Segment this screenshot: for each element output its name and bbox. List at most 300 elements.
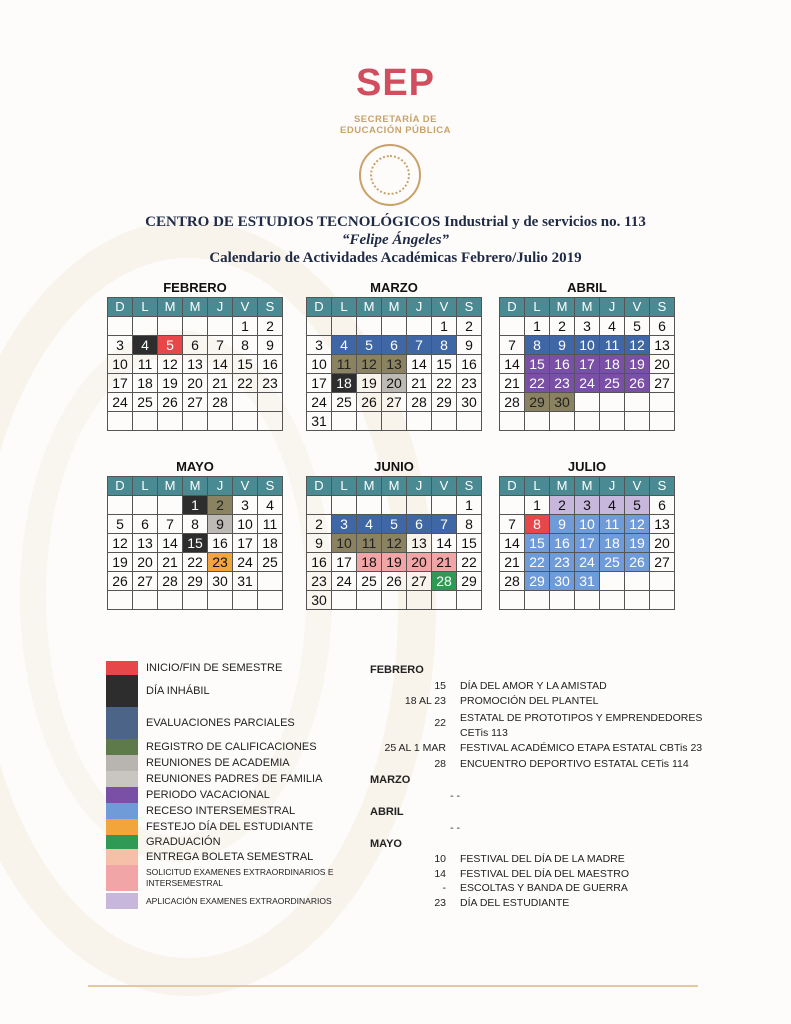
institution-name: “Felipe Ángeles” bbox=[341, 232, 450, 248]
day-cell: 1 bbox=[525, 317, 550, 336]
weekday-header: J bbox=[600, 298, 625, 317]
legend-label: RECESO INTERSEMESTRAL bbox=[146, 805, 296, 817]
empty-day-cell bbox=[650, 591, 675, 610]
day-cell: 26 bbox=[357, 393, 382, 412]
day-cell: 18 bbox=[600, 534, 625, 553]
empty-day-cell bbox=[550, 412, 575, 431]
day-cell: 20 bbox=[133, 553, 158, 572]
weekday-header: M bbox=[382, 477, 407, 496]
day-cell: 30 bbox=[208, 572, 233, 591]
day-cell: 11 bbox=[332, 355, 357, 374]
day-cell: 4 bbox=[600, 317, 625, 336]
sep-logo: SEP bbox=[355, 62, 436, 104]
day-cell: 28 bbox=[500, 572, 525, 591]
legend-label: ENTREGA BOLETA SEMESTRAL bbox=[146, 851, 314, 863]
institution-title: CENTRO DE ESTUDIOS TECNOLÓGICOS Industrial y de servicios no. 113 bbox=[145, 214, 646, 230]
legend-item bbox=[106, 893, 332, 909]
empty-day-cell bbox=[432, 496, 457, 515]
weekday-header: S bbox=[650, 477, 675, 496]
day-cell: 30 bbox=[550, 572, 575, 591]
weekday-header: D bbox=[108, 298, 133, 317]
empty-day-cell bbox=[183, 591, 208, 610]
weekday-header: M bbox=[183, 298, 208, 317]
day-cell: 8 bbox=[183, 515, 208, 534]
day-cell: 5 bbox=[625, 496, 650, 515]
day-cell: 5 bbox=[382, 515, 407, 534]
day-cell: 2 bbox=[550, 317, 575, 336]
day-cell: 31 bbox=[233, 572, 258, 591]
empty-day-cell bbox=[357, 412, 382, 431]
weekday-header: D bbox=[500, 298, 525, 317]
day-cell: 9 bbox=[258, 336, 283, 355]
day-cell: 26 bbox=[382, 572, 407, 591]
day-cell: 20 bbox=[183, 374, 208, 393]
empty-day-cell bbox=[108, 412, 133, 431]
weekday-header: M bbox=[183, 477, 208, 496]
calendar-abril bbox=[499, 279, 675, 431]
day-cell: 7 bbox=[158, 515, 183, 534]
legend-label: DÍA INHÁBIL bbox=[146, 685, 210, 697]
day-cell: 28 bbox=[158, 572, 183, 591]
month-name: MAYO bbox=[176, 459, 214, 474]
empty-day-cell bbox=[500, 317, 525, 336]
empty-day-cell bbox=[332, 591, 357, 610]
day-cell: 7 bbox=[407, 336, 432, 355]
day-cell: 11 bbox=[258, 515, 283, 534]
day-cell: 2 bbox=[550, 496, 575, 515]
day-cell: 12 bbox=[382, 534, 407, 553]
empty-day-cell bbox=[133, 496, 158, 515]
day-cell: 26 bbox=[158, 393, 183, 412]
empty-day-cell bbox=[108, 496, 133, 515]
day-cell: 20 bbox=[650, 355, 675, 374]
empty-day-cell bbox=[382, 412, 407, 431]
day-cell: 19 bbox=[158, 374, 183, 393]
weekday-header: S bbox=[650, 298, 675, 317]
day-cell: 16 bbox=[208, 534, 233, 553]
empty-day-cell bbox=[432, 412, 457, 431]
day-cell: 7 bbox=[500, 515, 525, 534]
legend-label: APLICACIÓN EXAMENES EXTRAORDINARIOS bbox=[146, 895, 332, 906]
empty-day-cell bbox=[233, 393, 258, 412]
day-cell: 9 bbox=[457, 336, 482, 355]
legend-label-line2: INTERSEMESTRAL bbox=[146, 878, 223, 888]
day-cell: 6 bbox=[650, 496, 675, 515]
legend-label-line1: SOLICITUD EXAMENES EXTRAORDINARIOS E bbox=[146, 867, 334, 877]
day-cell: 11 bbox=[357, 534, 382, 553]
legend-swatch bbox=[106, 661, 138, 675]
empty-day-cell bbox=[575, 393, 600, 412]
day-cell: 21 bbox=[500, 553, 525, 572]
empty-day-cell bbox=[208, 591, 233, 610]
day-cell: 5 bbox=[357, 336, 382, 355]
day-cell: 8 bbox=[233, 336, 258, 355]
empty-day-cell bbox=[500, 496, 525, 515]
weekday-header: S bbox=[258, 298, 283, 317]
day-cell: 27 bbox=[382, 393, 407, 412]
day-cell: 14 bbox=[208, 355, 233, 374]
legend-swatch bbox=[106, 771, 138, 787]
day-cell: 29 bbox=[525, 572, 550, 591]
legend-label: PERIODO VACACIONAL bbox=[146, 789, 270, 801]
day-cell: 24 bbox=[108, 393, 133, 412]
day-cell: 12 bbox=[357, 355, 382, 374]
day-cell: 20 bbox=[382, 374, 407, 393]
empty-day-cell bbox=[133, 412, 158, 431]
empty-day-cell bbox=[600, 412, 625, 431]
empty-day-cell bbox=[407, 591, 432, 610]
calendar-title: Calendario de Actividades Académicas Febrero/Julio 2019 bbox=[209, 250, 582, 266]
day-cell: 16 bbox=[550, 534, 575, 553]
calendar-mayo bbox=[107, 458, 283, 610]
day-cell: 23 bbox=[208, 553, 233, 572]
day-cell: 4 bbox=[133, 336, 158, 355]
day-cell: 5 bbox=[625, 317, 650, 336]
day-cell: 28 bbox=[432, 572, 457, 591]
day-cell: 29 bbox=[432, 393, 457, 412]
day-cell: 10 bbox=[575, 336, 600, 355]
day-cell: 21 bbox=[407, 374, 432, 393]
empty-day-cell bbox=[357, 317, 382, 336]
month-name: ABRIL bbox=[567, 280, 607, 295]
weekday-header: M bbox=[357, 477, 382, 496]
day-cell: 17 bbox=[233, 534, 258, 553]
month-grid bbox=[499, 297, 675, 431]
day-cell: 22 bbox=[432, 374, 457, 393]
event-date: 18 AL 23 bbox=[404, 695, 446, 707]
day-cell: 26 bbox=[625, 374, 650, 393]
day-cell: 30 bbox=[457, 393, 482, 412]
empty-day-cell bbox=[133, 591, 158, 610]
empty-day-cell bbox=[457, 412, 482, 431]
day-cell: 13 bbox=[183, 355, 208, 374]
sep-subtitle-line1: SECRETARÍA DE bbox=[353, 114, 438, 125]
empty-day-cell bbox=[625, 591, 650, 610]
day-cell: 4 bbox=[357, 515, 382, 534]
empty-day-cell bbox=[600, 572, 625, 591]
day-cell: 19 bbox=[625, 534, 650, 553]
weekday-header: S bbox=[457, 477, 482, 496]
day-cell: 5 bbox=[108, 515, 133, 534]
event-date: - - bbox=[450, 822, 460, 834]
day-cell: 10 bbox=[233, 515, 258, 534]
day-cell: 10 bbox=[332, 534, 357, 553]
legend-swatch bbox=[106, 787, 138, 803]
legend-item bbox=[106, 865, 334, 891]
day-cell: 4 bbox=[332, 336, 357, 355]
day-cell: 9 bbox=[208, 515, 233, 534]
day-cell: 10 bbox=[575, 515, 600, 534]
empty-day-cell bbox=[183, 317, 208, 336]
day-cell: 17 bbox=[575, 355, 600, 374]
empty-day-cell bbox=[625, 572, 650, 591]
empty-day-cell bbox=[500, 412, 525, 431]
day-cell: 1 bbox=[525, 496, 550, 515]
empty-day-cell bbox=[357, 496, 382, 515]
day-cell: 11 bbox=[600, 515, 625, 534]
calendar-marzo bbox=[306, 279, 482, 431]
day-cell: 18 bbox=[258, 534, 283, 553]
weekday-header: L bbox=[525, 298, 550, 317]
day-cell: 23 bbox=[307, 572, 332, 591]
day-cell: 17 bbox=[307, 374, 332, 393]
day-cell: 2 bbox=[258, 317, 283, 336]
day-cell: 11 bbox=[133, 355, 158, 374]
legend-item bbox=[106, 661, 282, 675]
weekday-header: V bbox=[233, 477, 258, 496]
day-cell: 27 bbox=[650, 553, 675, 572]
empty-day-cell bbox=[382, 496, 407, 515]
event-date: 23 bbox=[434, 897, 446, 909]
month-grid bbox=[107, 297, 283, 431]
empty-day-cell bbox=[233, 591, 258, 610]
empty-day-cell bbox=[208, 317, 233, 336]
empty-day-cell bbox=[650, 412, 675, 431]
day-cell: 25 bbox=[258, 553, 283, 572]
day-cell: 16 bbox=[307, 553, 332, 572]
day-cell: 18 bbox=[133, 374, 158, 393]
day-cell: 1 bbox=[457, 496, 482, 515]
day-cell: 26 bbox=[625, 553, 650, 572]
day-cell: 15 bbox=[525, 534, 550, 553]
legend-swatch bbox=[106, 803, 138, 819]
empty-day-cell bbox=[600, 393, 625, 412]
day-cell: 15 bbox=[233, 355, 258, 374]
empty-day-cell bbox=[307, 496, 332, 515]
empty-day-cell bbox=[133, 317, 158, 336]
day-cell: 3 bbox=[575, 317, 600, 336]
empty-day-cell bbox=[457, 591, 482, 610]
day-cell: 19 bbox=[625, 355, 650, 374]
day-cell: 24 bbox=[307, 393, 332, 412]
day-cell: 12 bbox=[108, 534, 133, 553]
weekday-header: V bbox=[432, 477, 457, 496]
empty-day-cell bbox=[108, 591, 133, 610]
day-cell: 29 bbox=[525, 393, 550, 412]
event-text-line2: CETis 113 bbox=[460, 727, 508, 739]
calendar-febrero bbox=[107, 279, 283, 431]
event-date: - bbox=[442, 882, 446, 894]
empty-day-cell bbox=[158, 591, 183, 610]
event-text: ENCUENTRO DEPORTIVO ESTATAL CETis 114 bbox=[460, 758, 689, 770]
day-cell: 1 bbox=[432, 317, 457, 336]
day-cell: 27 bbox=[407, 572, 432, 591]
day-cell: 22 bbox=[525, 374, 550, 393]
empty-day-cell bbox=[500, 591, 525, 610]
empty-day-cell bbox=[407, 317, 432, 336]
empty-day-cell bbox=[407, 496, 432, 515]
day-cell: 7 bbox=[432, 515, 457, 534]
weekday-header: S bbox=[457, 298, 482, 317]
day-cell: 26 bbox=[108, 572, 133, 591]
weekday-header: J bbox=[208, 298, 233, 317]
event-text: FESTIVAL ACADÉMICO ETAPA ESTATAL CBTis 23 bbox=[460, 742, 703, 754]
day-cell: 13 bbox=[650, 336, 675, 355]
day-cell: 24 bbox=[332, 572, 357, 591]
month-grid bbox=[306, 297, 482, 431]
day-cell: 25 bbox=[357, 572, 382, 591]
weekday-header: M bbox=[550, 477, 575, 496]
empty-day-cell bbox=[208, 412, 233, 431]
empty-day-cell bbox=[158, 496, 183, 515]
event-text: DÍA DEL ESTUDIANTE bbox=[460, 897, 570, 909]
day-cell: 11 bbox=[600, 336, 625, 355]
legend-item bbox=[106, 771, 322, 787]
weekday-header: D bbox=[500, 477, 525, 496]
weekday-header: V bbox=[233, 298, 258, 317]
weekday-header: L bbox=[332, 298, 357, 317]
empty-day-cell bbox=[575, 412, 600, 431]
day-cell: 7 bbox=[208, 336, 233, 355]
month-name: MARZO bbox=[370, 280, 418, 295]
day-cell: 2 bbox=[307, 515, 332, 534]
empty-day-cell bbox=[625, 393, 650, 412]
day-cell: 20 bbox=[650, 534, 675, 553]
day-cell: 27 bbox=[183, 393, 208, 412]
empty-day-cell bbox=[108, 317, 133, 336]
day-cell: 29 bbox=[183, 572, 208, 591]
day-cell: 17 bbox=[575, 534, 600, 553]
day-cell: 28 bbox=[407, 393, 432, 412]
day-cell: 3 bbox=[108, 336, 133, 355]
day-cell: 12 bbox=[625, 336, 650, 355]
day-cell: 14 bbox=[500, 534, 525, 553]
weekday-header: M bbox=[575, 298, 600, 317]
sep-logo-subtitle bbox=[0, 114, 791, 136]
day-cell: 5 bbox=[158, 336, 183, 355]
legend-item bbox=[106, 803, 295, 819]
event-date: 25 AL 1 MAR bbox=[384, 742, 446, 754]
day-cell: 2 bbox=[457, 317, 482, 336]
day-cell: 3 bbox=[332, 515, 357, 534]
empty-day-cell bbox=[382, 591, 407, 610]
day-cell: 14 bbox=[407, 355, 432, 374]
day-cell: 22 bbox=[183, 553, 208, 572]
legend-label: REGISTRO DE CALIFICACIONES bbox=[146, 741, 317, 753]
empty-day-cell bbox=[550, 591, 575, 610]
weekday-header: M bbox=[575, 477, 600, 496]
legend-item bbox=[106, 787, 270, 803]
legend-swatch bbox=[106, 755, 138, 771]
day-cell: 31 bbox=[575, 572, 600, 591]
day-cell: 15 bbox=[183, 534, 208, 553]
month-name: JUNIO bbox=[374, 459, 414, 474]
day-cell: 31 bbox=[307, 412, 332, 431]
day-cell: 16 bbox=[457, 355, 482, 374]
day-cell: 15 bbox=[457, 534, 482, 553]
day-cell: 18 bbox=[600, 355, 625, 374]
legend-label bbox=[146, 867, 334, 889]
legend-swatch bbox=[106, 675, 138, 707]
weekday-header: M bbox=[158, 477, 183, 496]
day-cell: 22 bbox=[525, 553, 550, 572]
weekday-header: D bbox=[108, 477, 133, 496]
legend-swatch bbox=[106, 865, 138, 891]
weekday-header: L bbox=[525, 477, 550, 496]
legend-swatch bbox=[106, 835, 138, 849]
legend-label: REUNIONES PADRES DE FAMILIA bbox=[146, 773, 323, 785]
national-seal-icon bbox=[359, 144, 421, 206]
legend-label: REUNIONES DE ACADEMIA bbox=[146, 757, 290, 769]
event-date: 14 bbox=[434, 868, 446, 880]
day-cell: 15 bbox=[432, 355, 457, 374]
legend-swatch bbox=[106, 819, 138, 835]
day-cell: 23 bbox=[457, 374, 482, 393]
legend-item bbox=[106, 819, 313, 835]
empty-day-cell bbox=[332, 317, 357, 336]
empty-day-cell bbox=[233, 412, 258, 431]
weekday-header: J bbox=[600, 477, 625, 496]
empty-day-cell bbox=[357, 591, 382, 610]
day-cell: 21 bbox=[208, 374, 233, 393]
day-cell: 13 bbox=[650, 515, 675, 534]
empty-day-cell bbox=[258, 591, 283, 610]
legend-swatch bbox=[106, 707, 138, 739]
empty-day-cell bbox=[158, 412, 183, 431]
event-date: 22 bbox=[434, 717, 446, 729]
legend-swatch bbox=[106, 739, 138, 755]
legend-item bbox=[106, 755, 290, 771]
empty-day-cell bbox=[600, 591, 625, 610]
weekday-header: M bbox=[550, 298, 575, 317]
empty-day-cell bbox=[432, 591, 457, 610]
weekday-header: M bbox=[357, 298, 382, 317]
day-cell: 16 bbox=[258, 355, 283, 374]
day-cell: 6 bbox=[650, 317, 675, 336]
legend-label: INICIO/FIN DE SEMESTRE bbox=[146, 662, 283, 674]
day-cell: 21 bbox=[500, 374, 525, 393]
legend-swatch bbox=[106, 893, 138, 909]
empty-day-cell bbox=[625, 412, 650, 431]
empty-day-cell bbox=[183, 412, 208, 431]
day-cell: 3 bbox=[233, 496, 258, 515]
day-cell: 27 bbox=[133, 572, 158, 591]
month-grid bbox=[107, 476, 283, 610]
day-cell: 22 bbox=[233, 374, 258, 393]
weekday-header: V bbox=[625, 477, 650, 496]
day-cell: 21 bbox=[432, 553, 457, 572]
day-cell: 13 bbox=[407, 534, 432, 553]
day-cell: 18 bbox=[357, 553, 382, 572]
event-date: 10 bbox=[434, 853, 446, 865]
day-cell: 6 bbox=[133, 515, 158, 534]
day-cell: 1 bbox=[233, 317, 258, 336]
event-date: - - bbox=[450, 790, 460, 802]
events-month-abril: ABRIL bbox=[370, 806, 404, 818]
day-cell: 19 bbox=[108, 553, 133, 572]
day-cell: 6 bbox=[183, 336, 208, 355]
day-cell: 27 bbox=[650, 374, 675, 393]
day-cell: 6 bbox=[382, 336, 407, 355]
empty-day-cell bbox=[407, 412, 432, 431]
weekday-header: D bbox=[307, 298, 332, 317]
day-cell: 13 bbox=[133, 534, 158, 553]
events-month-febrero: FEBRERO bbox=[370, 664, 424, 676]
day-cell: 18 bbox=[332, 374, 357, 393]
day-cell: 21 bbox=[158, 553, 183, 572]
event-text: DÍA DEL AMOR Y LA AMISTAD bbox=[460, 680, 607, 692]
day-cell: 12 bbox=[625, 515, 650, 534]
legend-swatch bbox=[106, 849, 138, 865]
month-name: JULIO bbox=[567, 459, 607, 474]
legend-item bbox=[106, 835, 221, 849]
day-cell: 17 bbox=[332, 553, 357, 572]
event-text-line1: ESTATAL DE PROTOTIPOS Y EMPRENDEDORES bbox=[460, 712, 703, 724]
day-cell: 28 bbox=[500, 393, 525, 412]
day-cell: 25 bbox=[600, 374, 625, 393]
empty-day-cell bbox=[332, 412, 357, 431]
empty-day-cell bbox=[525, 412, 550, 431]
